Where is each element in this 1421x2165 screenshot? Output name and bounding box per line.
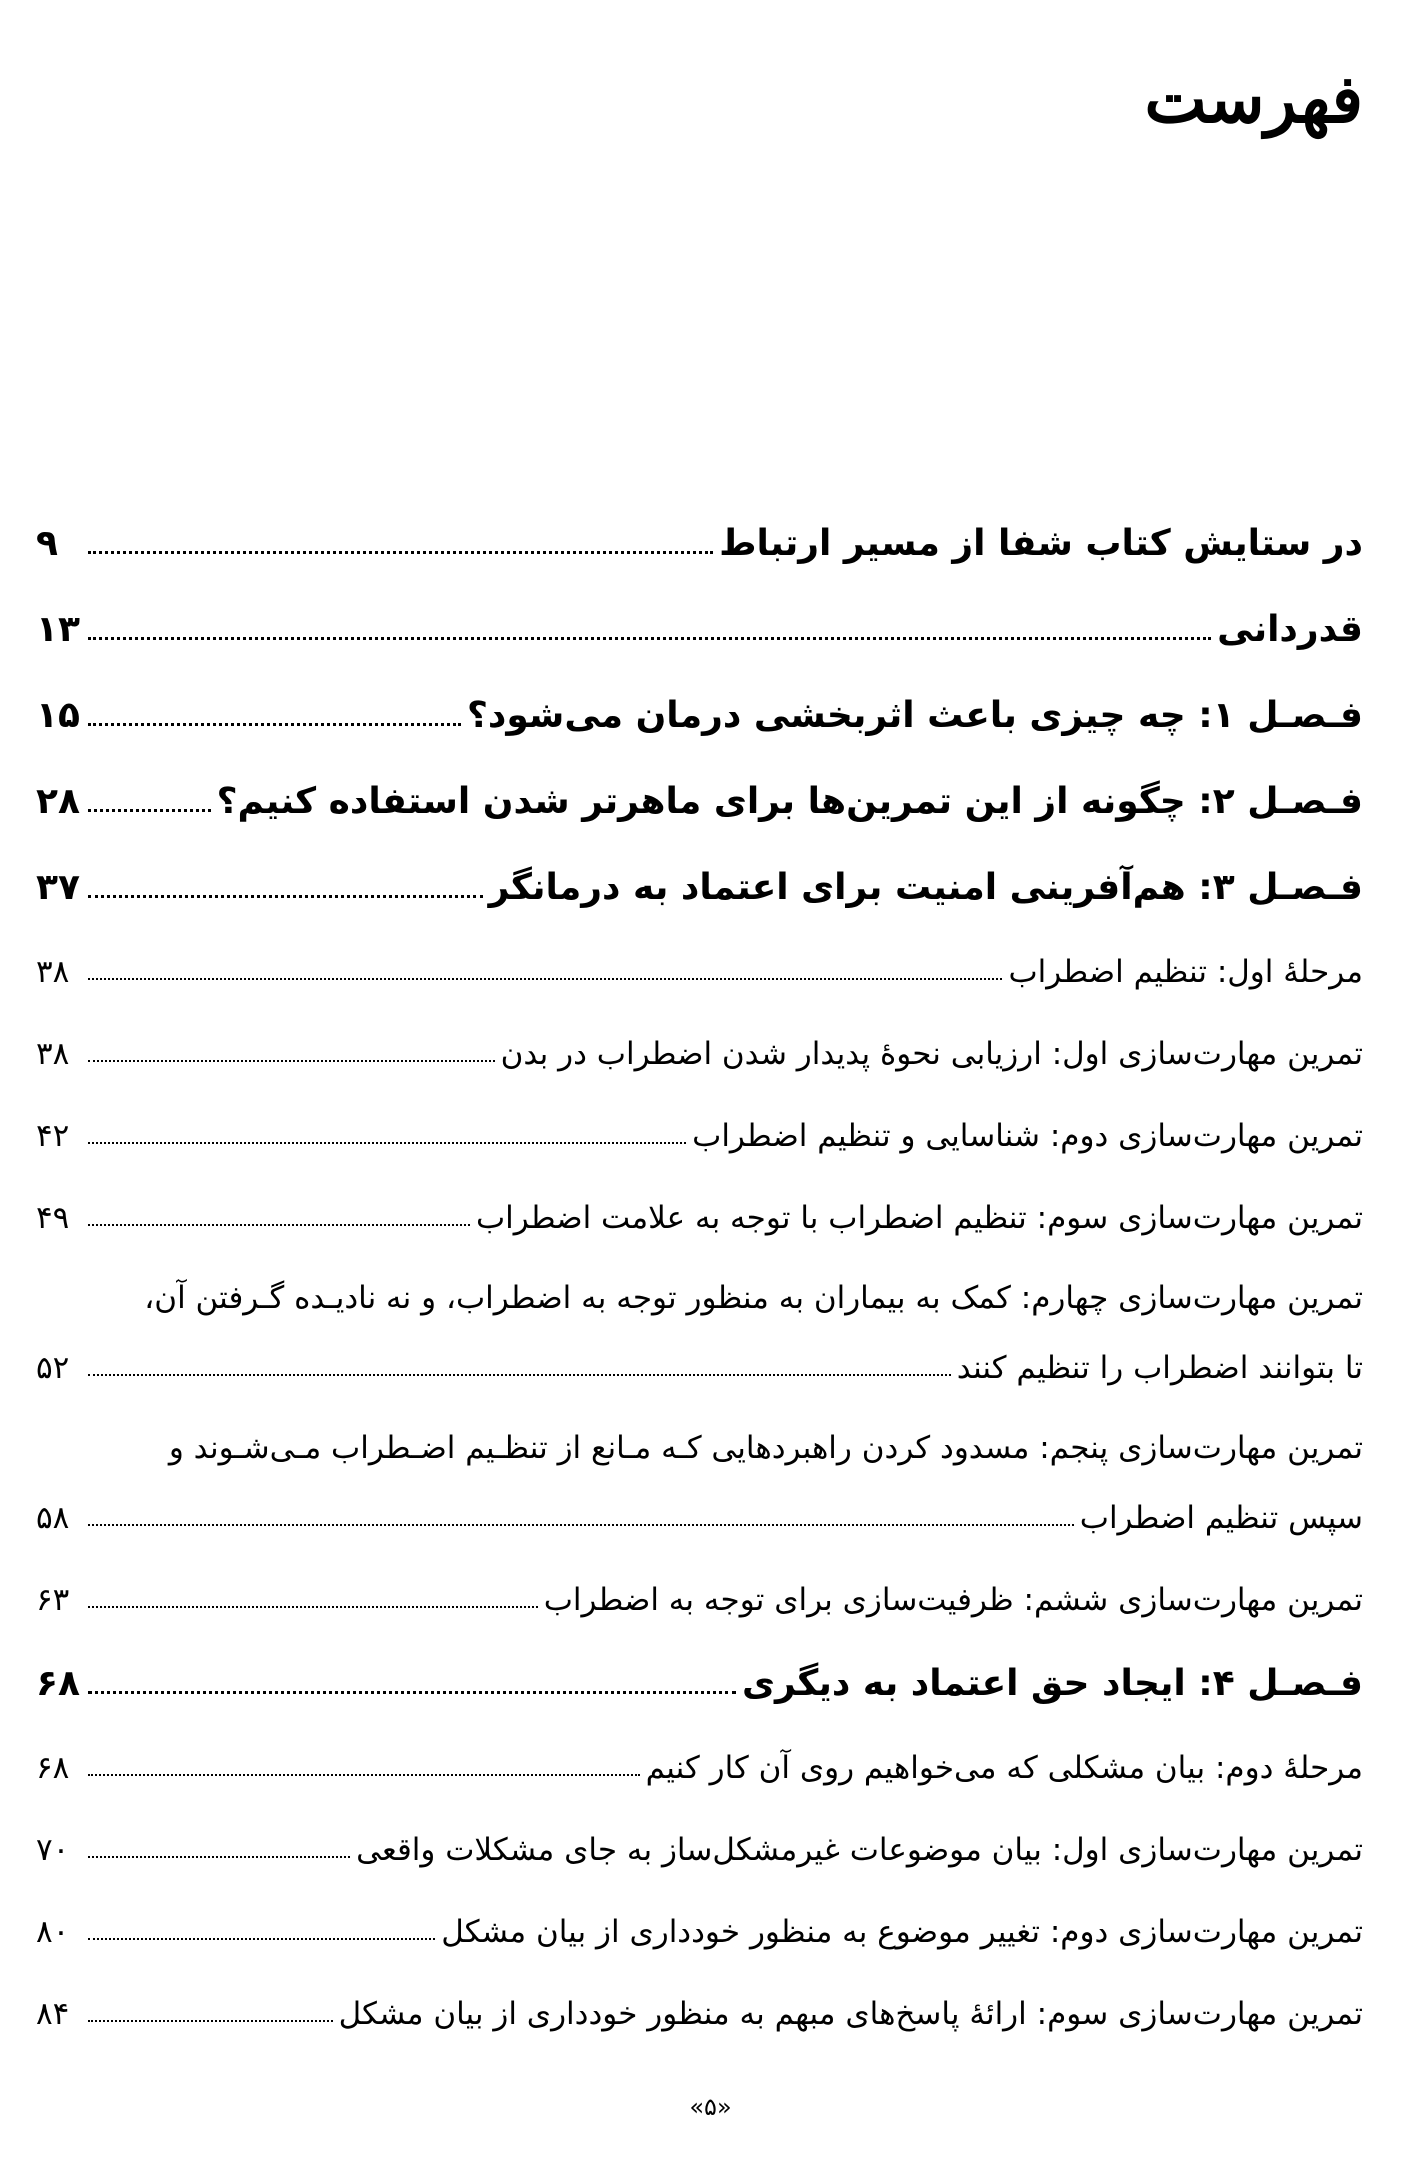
toc-entry-label: قدردانی bbox=[1217, 609, 1363, 650]
toc-entry-multiline[interactable] bbox=[36, 1386, 1363, 1536]
toc-entry-line1: تمرین مهارت‌سازی پنجم: مسدود کردن راهبردهایی کـه مـانع از تنظـیم اضـطراب مـی‌شـوند و bbox=[168, 1430, 1363, 1466]
toc-entry-label: تمرین مهارت‌سازی اول: ارزیابی نحوهٔ پدیدار شدن اضطراب در بدن bbox=[500, 1036, 1363, 1072]
toc-page-number: ۶۳ bbox=[36, 1582, 70, 1618]
toc-page-number: ۵۸ bbox=[36, 1500, 70, 1536]
toc-entry-line1: تمرین مهارت‌سازی چهارم: کمک به بیماران به منظور توجه به اضطراب، و نه نادیـده گـرفتن آن، bbox=[144, 1280, 1363, 1316]
table-of-contents bbox=[36, 478, 1363, 2032]
dot-leader bbox=[88, 1690, 736, 1694]
toc-entry-line2-row bbox=[36, 1316, 1363, 1386]
toc-page-number: ۱۳ bbox=[36, 609, 80, 650]
toc-entry-line2-row bbox=[36, 1466, 1363, 1536]
dot-leader bbox=[88, 550, 713, 554]
toc-entry[interactable] bbox=[36, 990, 1363, 1072]
toc-entry-label: مرحلهٔ اول: تنظیم اضطراب bbox=[1008, 954, 1363, 990]
page-number-footer: «۵» bbox=[689, 2093, 732, 2121]
toc-page-number: ۴۲ bbox=[36, 1118, 70, 1154]
toc-page-number: ۳۸ bbox=[36, 954, 70, 990]
toc-entry-label: تمرین مهارت‌سازی سوم: تنظیم اضطراب با توجه به علامت اضطراب bbox=[475, 1200, 1363, 1236]
toc-page-number: ۸۰ bbox=[36, 1914, 70, 1950]
dot-leader bbox=[88, 1523, 1074, 1526]
toc-page-number: ۶۸ bbox=[36, 1750, 70, 1786]
toc-entry[interactable] bbox=[36, 1618, 1363, 1704]
toc-page-number: ۲۸ bbox=[36, 781, 80, 822]
toc-entry-label: تمرین مهارت‌سازی اول: بیان موضوعات غیرمشکل‌ساز به جای مشکلات واقعی bbox=[356, 1832, 1363, 1868]
toc-entry-multiline[interactable] bbox=[36, 1236, 1363, 1386]
dot-leader bbox=[88, 636, 1211, 640]
page-title: فهرست bbox=[1144, 60, 1363, 138]
toc-entry-label: فـصـل ۳: هم‌آفرینی امنیت برای اعتماد به درمانگر bbox=[488, 867, 1363, 908]
dot-leader bbox=[88, 1773, 640, 1776]
dot-leader bbox=[88, 1223, 470, 1226]
toc-entry[interactable] bbox=[36, 1786, 1363, 1868]
toc-entry[interactable] bbox=[36, 1154, 1363, 1236]
toc-entry-label: تمرین مهارت‌سازی دوم: شناسایی و تنظیم اضطراب bbox=[692, 1118, 1363, 1154]
dot-leader bbox=[88, 1059, 495, 1062]
dot-leader bbox=[88, 2019, 333, 2022]
toc-page-number: ۴۹ bbox=[36, 1200, 70, 1236]
toc-entry[interactable] bbox=[36, 822, 1363, 908]
toc-entry-label: در ستایش کتاب شفا از مسیر ارتباط bbox=[719, 523, 1363, 564]
toc-entry-line2: سپس تنظیم اضطراب bbox=[1079, 1500, 1363, 1536]
toc-page-number: ۹ bbox=[36, 523, 58, 564]
toc-page-number: ۳۷ bbox=[36, 867, 80, 908]
toc-entry[interactable] bbox=[36, 1072, 1363, 1154]
dot-leader bbox=[88, 722, 461, 726]
dot-leader bbox=[88, 1141, 686, 1144]
dot-leader bbox=[88, 894, 483, 898]
toc-entry-label: فـصـل ۲: چگونه از این تمرین‌ها برای ماهرتر شدن استفاده کنیم؟ bbox=[216, 781, 1363, 822]
dot-leader bbox=[88, 1373, 951, 1376]
toc-entry[interactable] bbox=[36, 736, 1363, 822]
toc-entry-label: فـصـل ۴: ایجاد حق اعتماد به دیگری bbox=[742, 1663, 1363, 1704]
toc-page-number: ۸۴ bbox=[36, 1996, 70, 2032]
toc-entry-line2: تا بتوانند اضطراب را تنظیم کنند bbox=[956, 1350, 1363, 1386]
toc-entry[interactable] bbox=[36, 564, 1363, 650]
toc-entry[interactable] bbox=[36, 478, 1363, 564]
toc-entry[interactable] bbox=[36, 1950, 1363, 2032]
toc-page-number: ۷۰ bbox=[36, 1832, 70, 1868]
toc-entry-label: مرحلهٔ دوم: بیان مشکلی که می‌خواهیم روی آن کار کنیم bbox=[645, 1750, 1363, 1786]
toc-entry[interactable] bbox=[36, 1536, 1363, 1618]
toc-page-number: ۶۸ bbox=[36, 1663, 80, 1704]
toc-entry[interactable] bbox=[36, 908, 1363, 990]
dot-leader bbox=[88, 808, 211, 812]
toc-entry-label: تمرین مهارت‌سازی ششم: ظرفیت‌سازی برای توجه به اضطراب bbox=[543, 1582, 1363, 1618]
dot-leader bbox=[88, 1605, 538, 1608]
toc-entry[interactable] bbox=[36, 1704, 1363, 1786]
dot-leader bbox=[88, 977, 1002, 980]
toc-entry-label: فـصـل ۱: چه چیزی باعث اثربخشی درمان می‌شود؟ bbox=[467, 695, 1363, 736]
toc-entry-label: تمرین مهارت‌سازی سوم: ارائهٔ پاسخ‌های مبهم به منظور خودداری از بیان مشکل bbox=[338, 1996, 1363, 2032]
toc-page-number: ۱۵ bbox=[36, 695, 80, 736]
toc-entry[interactable] bbox=[36, 650, 1363, 736]
toc-page-number: ۳۸ bbox=[36, 1036, 70, 1072]
toc-entry[interactable] bbox=[36, 1868, 1363, 1950]
toc-entry-label: تمرین مهارت‌سازی دوم: تغییر موضوع به منظور خودداری از بیان مشکل bbox=[441, 1914, 1363, 1950]
toc-page-number: ۵۲ bbox=[36, 1350, 70, 1386]
dot-leader bbox=[88, 1855, 350, 1858]
dot-leader bbox=[88, 1937, 435, 1940]
